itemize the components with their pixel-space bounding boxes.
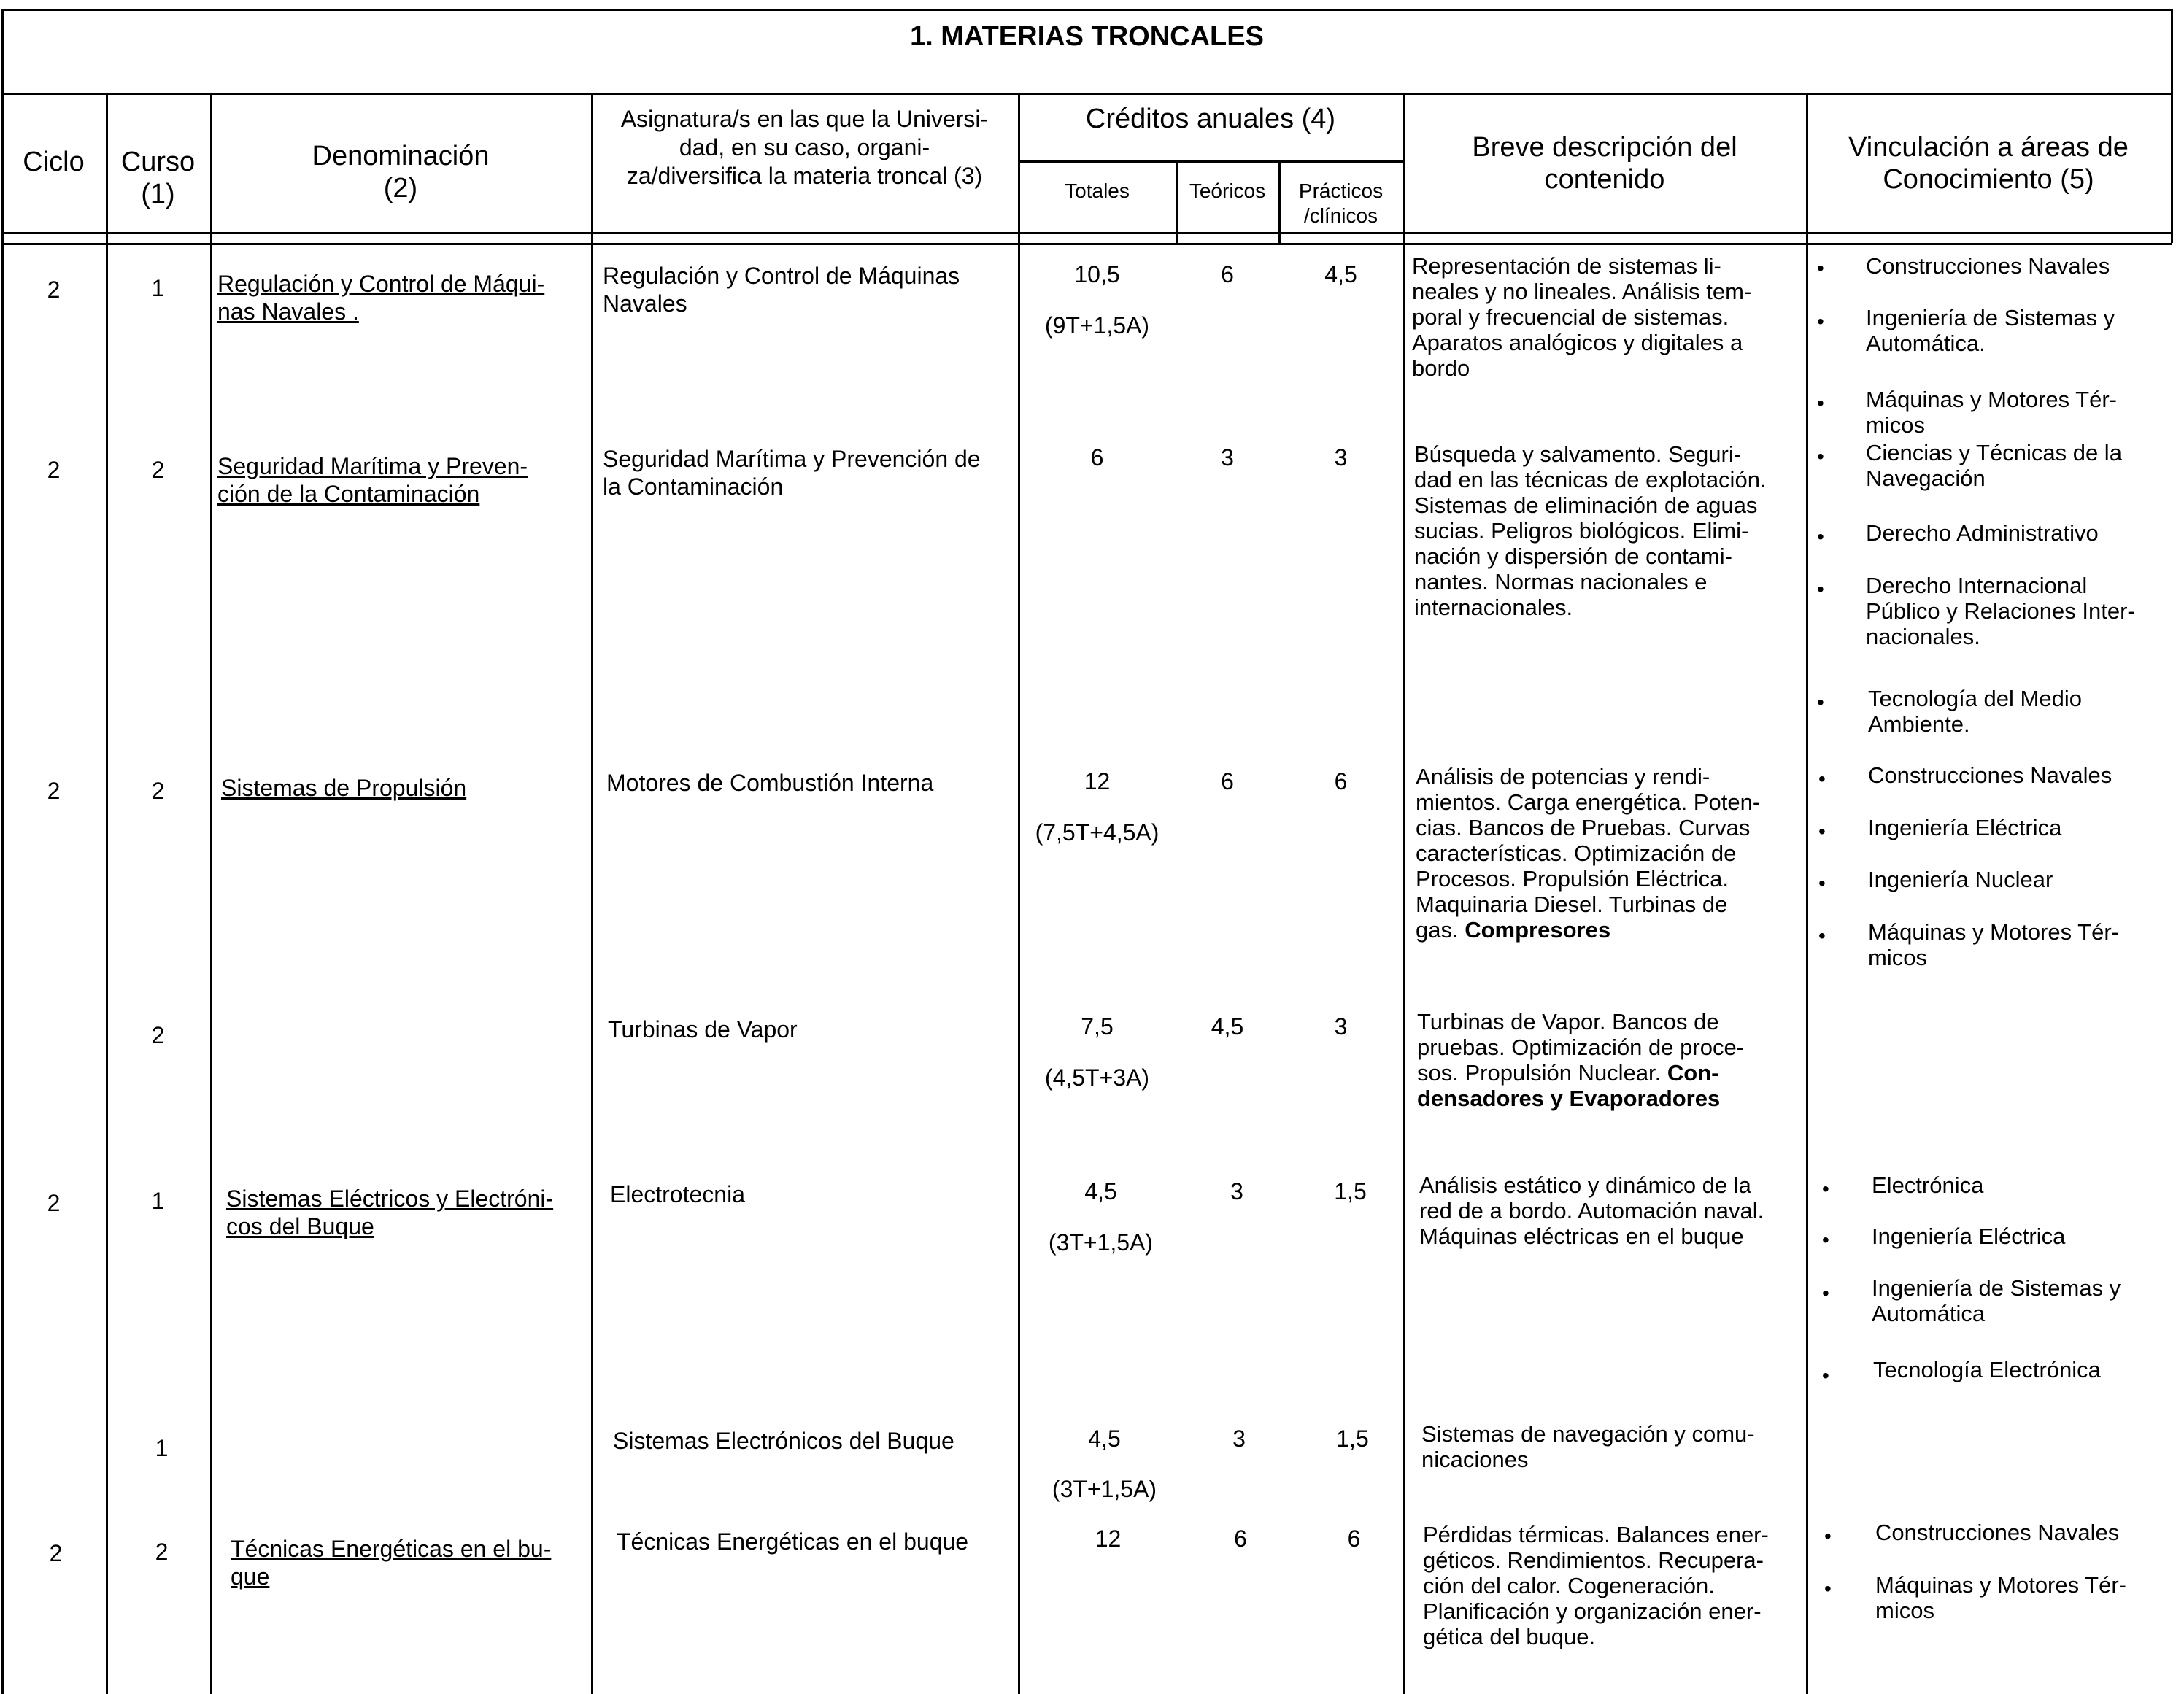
cell-curso: 2 (155, 1539, 169, 1565)
area-item: Derecho Administrativo (1866, 520, 2099, 546)
area-item: Ingeniería de Sistemas y Automática (1872, 1275, 2121, 1326)
cell-totales-detail: (3T+1,5A) (1048, 1229, 1154, 1256)
cell-teoricos: 6 (1234, 1525, 1247, 1552)
cell-descripcion: Búsqueda y salvamento. Seguri- dad en las técnicas de explotación. Sistemas de eliminación de aguas sucias. Peligros biológicos. Elimi- nación y dispersión de contami- nantes. Normas nacionales e internacionales. (1414, 441, 1767, 620)
area-item: Electrónica (1872, 1172, 1984, 1198)
cell-practicos: 3 (1334, 1013, 1348, 1040)
cell-ciclo: 2 (47, 1190, 61, 1216)
cell-denominacion: Sistemas Eléctricos y Electróni- cos del Buque (226, 1186, 554, 1239)
area-item: Construcciones Navales (1868, 762, 2112, 788)
area-item: Derecho Internacional Público y Relaciones Inter- nacionales. (1866, 573, 2135, 649)
area-item: Ingeniería de Sistemas y Automática. (1866, 305, 2115, 356)
cell-asignatura: Técnicas Energéticas en el buque (617, 1528, 969, 1555)
area-item: Ingeniería Eléctrica (1868, 815, 2062, 840)
cell-totales: 12 (1084, 768, 1111, 794)
bullet-icon: • (1822, 1229, 1829, 1251)
bullet-icon: • (1817, 310, 1824, 333)
header-creditos: Créditos anuales (4) (1085, 104, 1336, 134)
header-curso: Curso (1) (120, 147, 196, 209)
cell-practicos: 3 (1334, 444, 1348, 471)
cell-curso: 1 (155, 1435, 169, 1461)
cell-curso: 2 (151, 457, 165, 483)
area-item: Ingeniería Nuclear (1868, 867, 2053, 892)
cell-ciclo: 2 (47, 778, 61, 804)
header-teoricos: Teóricos (1189, 179, 1266, 202)
cell-descripcion: Análisis estático y dinámico de la red de a bordo. Automación naval. Máquinas eléctricas en el buque (1419, 1172, 1764, 1249)
area-item: Máquinas y Motores Tér- micos (1866, 387, 2117, 438)
bullet-icon: • (1817, 392, 1824, 414)
cell-denominacion: Técnicas Energéticas en el bu- que (231, 1536, 552, 1590)
cell-denominacion: Sistemas de Propulsión (221, 775, 467, 801)
cell-descripcion: Representación de sistemas li- neales y no lineales. Análisis tem- poral y frecuencial de sistemas. Aparatos analógicos y digitales a bordo (1412, 253, 1752, 381)
bullet-icon: • (1817, 525, 1824, 548)
header-totales: Totales (1065, 179, 1130, 202)
cell-asignatura: Sistemas Electrónicos del Buque (613, 1428, 954, 1454)
header-descripcion: Breve descripción del contenido (1472, 132, 1737, 195)
header-asignatura: Asignatura/s en las que la Universi- dad, en su caso, organi- za/diversifica la materia troncal (3) (620, 106, 989, 189)
cell-totales: 12 (1095, 1525, 1122, 1552)
cell-curso: 1 (151, 275, 165, 301)
area-item: Ciencias y Técnicas de la Navegación (1866, 440, 2122, 491)
cell-denominacion: Regulación y Control de Máqui- nas Navales . (217, 271, 545, 325)
cell-totales: 7,5 (1081, 1013, 1114, 1040)
bullet-icon: • (1818, 872, 1826, 894)
bullet-icon: • (1817, 445, 1824, 468)
cell-totales: 4,5 (1084, 1178, 1117, 1204)
area-item: Construcciones Navales (1866, 253, 2110, 279)
cell-ciclo: 2 (49, 1540, 63, 1566)
cell-asignatura: Regulación y Control de Máquinas Navales (603, 263, 960, 317)
area-item: Máquinas y Motores Tér- micos (1875, 1572, 2126, 1623)
cell-teoricos: 3 (1230, 1178, 1243, 1204)
cell-practicos: 4,5 (1324, 261, 1357, 287)
cell-totales-detail: (4,5T+3A) (1044, 1064, 1150, 1091)
bullet-icon: • (1817, 691, 1824, 713)
header-practicos: Prácticos /clínicos (1298, 179, 1384, 227)
cell-teoricos: 3 (1232, 1426, 1246, 1452)
area-item: Tecnología del Medio Ambiente. (1868, 686, 2082, 737)
cell-practicos: 1,5 (1334, 1178, 1367, 1204)
bullet-icon: • (1822, 1282, 1829, 1304)
cell-descripcion: Turbinas de Vapor. Bancos de pruebas. Optimización de proce- sos. Propulsión Nuclear. Con- densadores y Evaporadores (1417, 1009, 1745, 1111)
cell-descripcion: Pérdidas térmicas. Balances ener- géticos. Rendimientos. Recupera- ción del calor. Cogeneración. Planificación y organización ener- gética del buque. (1423, 1522, 1769, 1649)
cell-ciclo: 2 (47, 276, 61, 303)
cell-descripcion: Sistemas de navegación y comu- nicaciones (1421, 1421, 1755, 1472)
cell-practicos: 1,5 (1336, 1426, 1369, 1452)
bullet-icon: • (1818, 767, 1826, 790)
bullet-icon: • (1822, 1364, 1829, 1387)
cell-ciclo: 2 (47, 457, 61, 483)
bullet-icon: • (1824, 1577, 1832, 1600)
cell-teoricos: 6 (1221, 768, 1234, 794)
cell-asignatura: Electrotecnia (610, 1181, 745, 1207)
cell-totales-detail: (3T+1,5A) (1052, 1476, 1157, 1502)
cell-asignatura: Motores de Combustión Interna (606, 770, 934, 796)
cell-teoricos: 6 (1221, 261, 1234, 287)
cell-descripcion: Análisis de potencias y rendi- mientos. Carga energética. Poten- cias. Bancos de Pruebas. Curvas características. Optimización de Procesos. Propulsión Eléctrica. Maquinaria Diesel. Turbinas de gas. Compresores (1416, 764, 1761, 943)
bullet-icon: • (1818, 820, 1826, 843)
bullet-icon: • (1824, 1525, 1832, 1547)
cell-teoricos: 3 (1221, 444, 1234, 471)
cell-totales: 6 (1090, 444, 1104, 471)
cell-practicos: 6 (1347, 1525, 1361, 1552)
cell-denominacion: Seguridad Marítima y Preven- ción de la Contaminación (217, 453, 528, 507)
cell-totales-detail: (9T+1,5A) (1044, 312, 1150, 339)
cell-asignatura: Turbinas de Vapor (608, 1016, 798, 1043)
cell-curso: 1 (151, 1188, 165, 1214)
cell-teoricos: 4,5 (1211, 1013, 1244, 1040)
bullet-icon: • (1818, 924, 1826, 947)
cell-totales-detail: (7,5T+4,5A) (1035, 819, 1159, 846)
area-item: Construcciones Navales (1875, 1520, 2120, 1545)
cell-curso: 2 (151, 1022, 165, 1048)
bullet-icon: • (1817, 257, 1824, 279)
header-ciclo: Ciclo (23, 147, 85, 177)
bullet-icon: • (1817, 578, 1824, 600)
header-denominacion: Denominación (2) (312, 141, 490, 204)
cell-asignatura: Seguridad Marítima y Prevención de la Contaminación (603, 446, 981, 500)
area-item: Ingeniería Eléctrica (1872, 1223, 2066, 1249)
cell-curso: 2 (151, 778, 165, 804)
bullet-icon: • (1822, 1177, 1829, 1200)
cell-practicos: 6 (1334, 768, 1348, 794)
table-title: 1. MATERIAS TRONCALES (910, 21, 1264, 52)
area-item: Tecnología Electrónica (1873, 1357, 2101, 1382)
cell-totales: 10,5 (1074, 261, 1120, 287)
header-vinculacion: Vinculación a áreas de Conocimiento (5) (1848, 132, 2129, 195)
cell-totales: 4,5 (1088, 1426, 1121, 1452)
area-item: Máquinas y Motores Tér- micos (1868, 919, 2119, 970)
